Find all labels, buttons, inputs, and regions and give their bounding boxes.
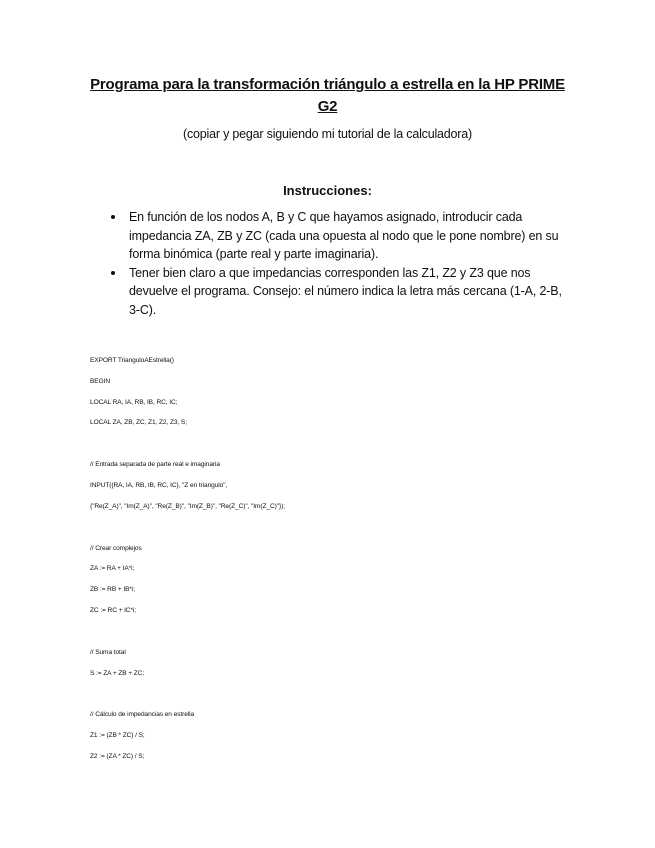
code-line-blank bbox=[90, 521, 610, 542]
instructions-list bbox=[108, 208, 568, 319]
code-line: BEGIN bbox=[90, 377, 111, 385]
code-line: ZB := RB + IB*i; bbox=[90, 586, 135, 594]
code-line: // Entrada separada de parte real e imaginaria bbox=[90, 461, 220, 469]
code-listing bbox=[90, 354, 610, 771]
code-line: Z2 := (ZA * ZC) / S; bbox=[90, 752, 145, 760]
code-line: LOCAL RA, IA, RB, IB, RC, IC; bbox=[90, 398, 178, 406]
code-line: EXPORT TrianguloAEstrella() bbox=[90, 357, 174, 364]
code-line: // Cálculo de impedancias en estrella bbox=[90, 711, 195, 719]
code-line-blank bbox=[90, 625, 610, 646]
code-line: S := ZA + ZB + ZC; bbox=[90, 669, 145, 677]
code-line: LOCAL ZA, ZB, ZC, Z1, Z2, Z3, S; bbox=[90, 419, 187, 427]
code-line: // Suma total bbox=[90, 648, 126, 656]
instructions-heading: Instrucciones: bbox=[283, 183, 372, 198]
instruction-item: Tener bien claro a que impedancias corresponden las Z1, Z2 y Z3 que nos devuelve el programa. Consejo: el número indica la letra más cercana (1-A, 2-B, 3-C). bbox=[108, 264, 568, 320]
document-title: Programa para la transformación triángulo a estrella en la HP PRIME G2 bbox=[90, 76, 565, 115]
code-line: Z1 := (ZB * ZC) / S; bbox=[90, 732, 145, 740]
code-line: ZC := RC + IC*i; bbox=[90, 606, 137, 614]
code-line-blank bbox=[90, 437, 610, 458]
code-line-blank bbox=[90, 687, 610, 708]
code-line: // Crear complejos bbox=[90, 544, 142, 552]
code-line: ZA := RA + IA*i; bbox=[90, 565, 135, 573]
code-line: INPUT({RA, IA, RB, IB, RC, IC}, "Z en triangulo", bbox=[90, 481, 228, 489]
document-subtitle: (copiar y pegar siguiendo mi tutorial de la calculadora) bbox=[183, 127, 472, 141]
code-line: {"Re(Z_A)", "Im(Z_A)", "Re(Z_B)", "Im(Z_B)", "Re(Z_C)", "Im(Z_C)"}); bbox=[90, 502, 285, 510]
instruction-item: En función de los nodos A, B y C que hayamos asignado, introducir cada impedancia ZA, ZB y ZC (cada una opuesta al nodo que le pone nombre) en su forma binómica (parte real y parte imaginaria). bbox=[108, 208, 568, 264]
